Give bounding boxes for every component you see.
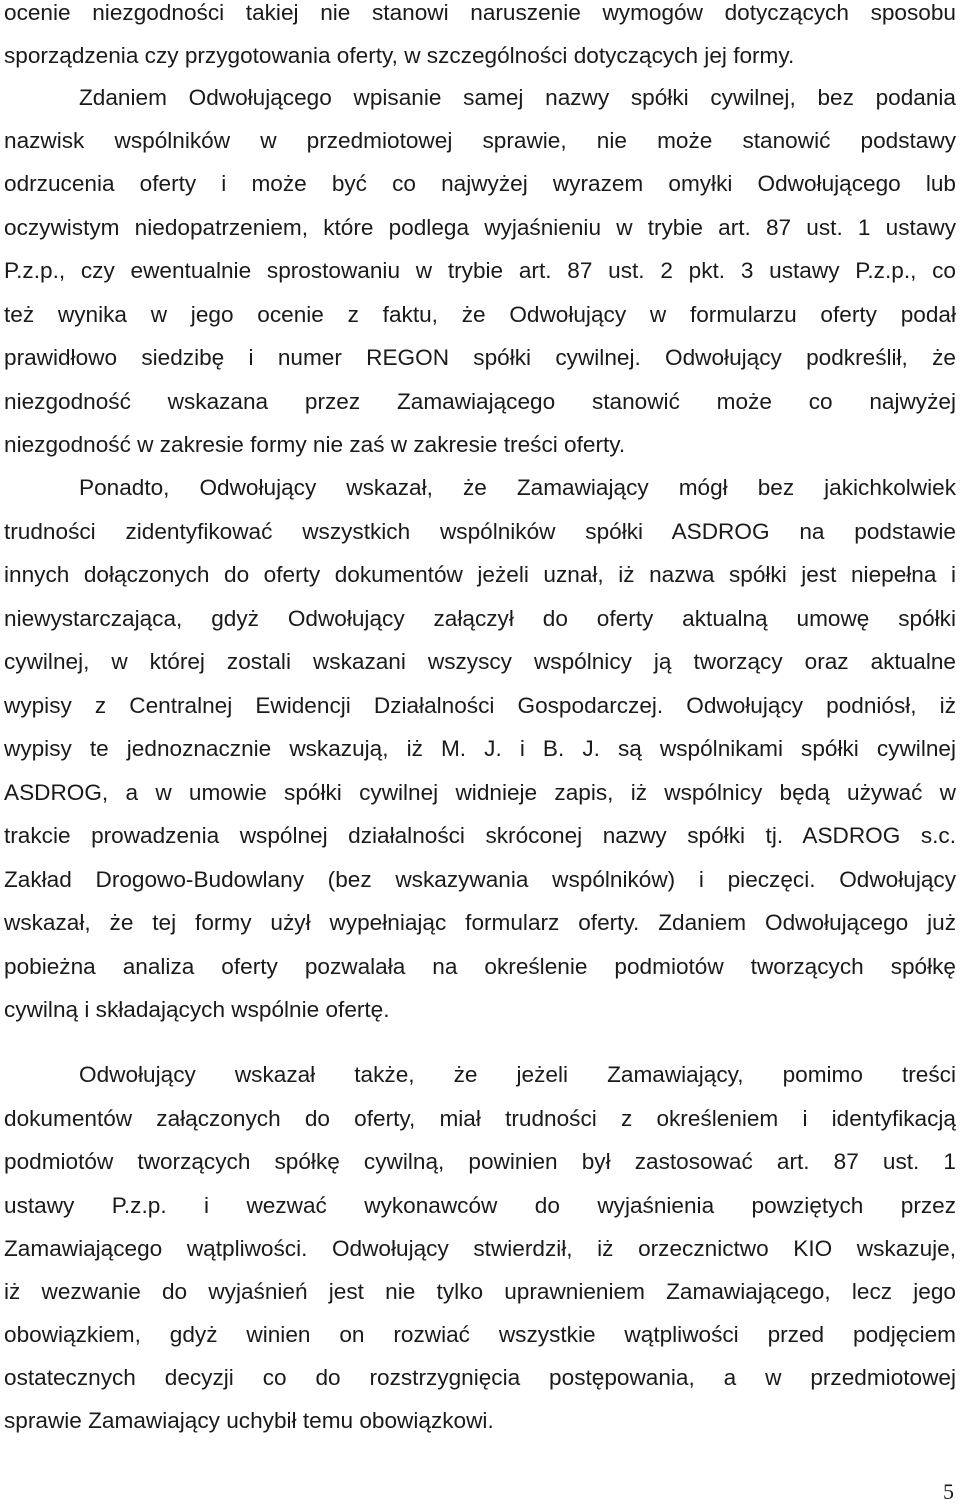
text-line: niezgodność wskazana przez Zamawiającego stanowić może co najwyżej: [4, 389, 956, 414]
text-line: wypisy z Centralnej Ewidencji Działalności Gospodarczej. Odwołujący podniósł, iż: [4, 693, 956, 718]
text-line: odrzucenia oferty i może być co najwyżej wyrazem omyłki Odwołującego lub: [4, 171, 956, 196]
text-line: ustawy P.z.p. i wezwać wykonawców do wyjaśnienia powziętych przez: [4, 1193, 956, 1218]
text-line: Ponadto, Odwołujący wskazał, że Zamawiający mógł bez jakichkolwiek: [79, 475, 956, 500]
text-line: trakcie prowadzenia wspólnej działalności skróconej nazwy spółki tj. ASDROG s.c.: [4, 823, 956, 848]
text-line: ocenie niezgodności takiej nie stanowi naruszenie wymogów dotyczących sposobu: [4, 0, 956, 25]
text-line: podmiotów tworzących spółkę cywilną, powinien był zastosować art. 87 ust. 1: [4, 1149, 956, 1174]
text-line: nazwisk wspólników w przedmiotowej sprawie, nie może stanowić podstawy: [4, 128, 956, 153]
text-line: dokumentów załączonych do oferty, miał trudności z określeniem i identyfikacją: [4, 1106, 956, 1131]
text-line: ASDROG, a w umowie spółki cywilnej widnieje zapis, iż wspólnicy będą używać w: [4, 780, 956, 805]
text-line: trudności zidentyfikować wszystkich wspólników spółki ASDROG na podstawie: [4, 519, 956, 544]
text-line: Zamawiającego wątpliwości. Odwołujący stwierdził, iż orzecznictwo KIO wskazuje,: [4, 1236, 956, 1261]
text-line: niezgodność w zakresie formy nie zaś w zakresie treści oferty.: [4, 432, 626, 457]
text-line: wypisy te jednoznacznie wskazują, iż M. J. i B. J. są wspólnikami spółki cywilnej: [4, 736, 956, 761]
text-line: wskazał, że tej formy użył wypełniając formularz oferty. Zdaniem Odwołującego już: [4, 910, 956, 935]
text-line: sprawie Zamawiający uchybił temu obowiązkowi.: [4, 1408, 494, 1433]
text-line: pobieżna analiza oferty pozwalała na określenie podmiotów tworzących spółkę: [4, 954, 956, 979]
text-line: cywilną i składających wspólnie ofertę.: [4, 997, 390, 1022]
text-line: oczywistym niedopatrzeniem, które podlega wyjaśnieniu w trybie art. 87 ust. 1 ustawy: [4, 215, 956, 240]
text-line: obowiązkiem, gdyż winien on rozwiać wszystkie wątpliwości przed podjęciem: [4, 1322, 956, 1347]
page-number: 5: [943, 1479, 954, 1504]
text-line: iż wezwanie do wyjaśnień jest nie tylko uprawnieniem Zamawiającego, lecz jego: [4, 1279, 956, 1304]
text-line: niewystarczająca, gdyż Odwołujący załączył do oferty aktualną umowę spółki: [4, 606, 956, 631]
text-line: Odwołujący wskazał także, że jeżeli Zamawiający, pomimo treści: [79, 1062, 956, 1087]
text-line: prawidłowo siedzibę i numer REGON spółki cywilnej. Odwołujący podkreślił, że: [4, 345, 956, 370]
text-line: też wynika w jego ocenie z faktu, że Odwołujący w formularzu oferty podał: [4, 302, 956, 327]
text-line: innych dołączonych do oferty dokumentów jeżeli uznał, iż nazwa spółki jest niepełna i: [4, 562, 956, 587]
text-line: ostatecznych decyzji co do rozstrzygnięcia postępowania, a w przedmiotowej: [4, 1365, 956, 1390]
text-line: sporządzenia czy przygotowania oferty, w szczególności dotyczących jej formy.: [4, 43, 795, 68]
text-line: cywilnej, w której zostali wskazani wszyscy wspólnicy ją tworzący oraz aktualne: [4, 649, 956, 674]
text-line: P.z.p., czy ewentualnie sprostowaniu w trybie art. 87 ust. 2 pkt. 3 ustawy P.z.p., co: [4, 258, 956, 283]
text-line: Zakład Drogowo-Budowlany (bez wskazywania wspólników) i pieczęci. Odwołujący: [4, 867, 956, 892]
text-line: Zdaniem Odwołującego wpisanie samej nazwy spółki cywilnej, bez podania: [79, 85, 956, 110]
